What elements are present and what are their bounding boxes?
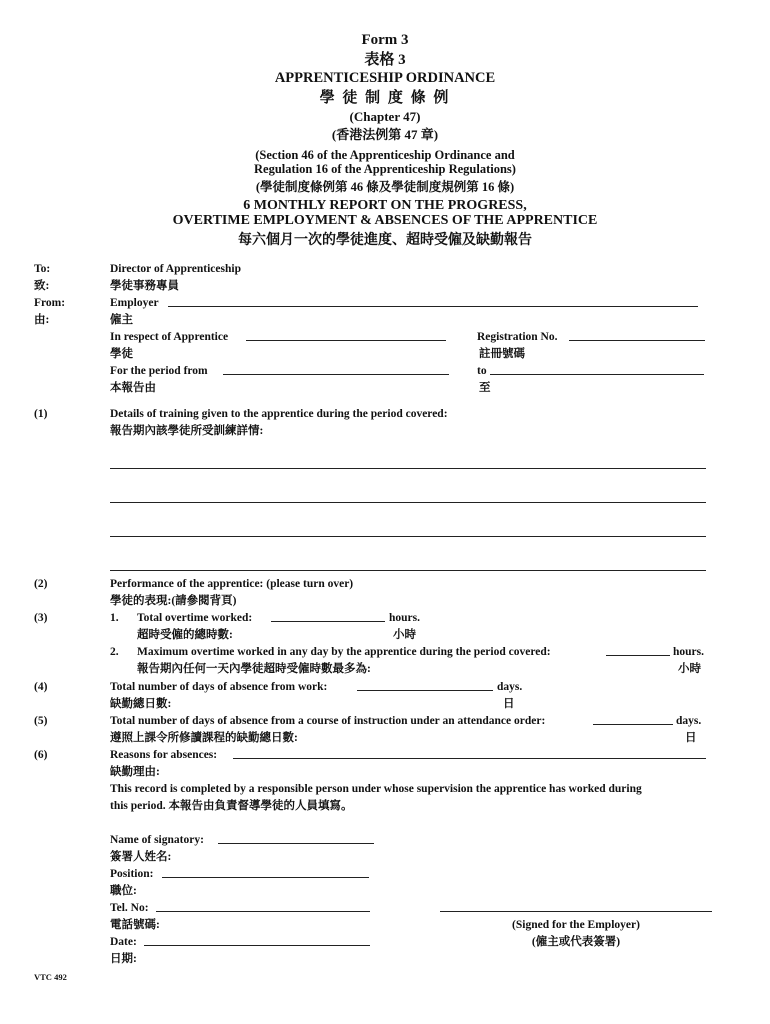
apprentice-field[interactable]	[246, 340, 446, 341]
absence-course-unit-zh: 日	[685, 732, 697, 744]
form-number-zh: 表格 3	[364, 52, 406, 68]
sub-item-2-number: 2.	[110, 646, 119, 658]
absence-course-label: Total number of days of absence from a course of instruction under an attendance order:	[110, 715, 546, 727]
chapter: (Chapter 47)	[349, 109, 421, 124]
date-label: Date:	[110, 936, 137, 948]
report-title-zh: 每六個月一次的學徒進度、超時受僱及缺勤報告	[238, 233, 532, 248]
tel-field[interactable]	[156, 911, 370, 912]
item-2-number: (2)	[34, 578, 48, 590]
position-label-zh: 職位:	[110, 885, 137, 897]
training-line-2[interactable]	[110, 502, 706, 503]
period-from-label: For the period from	[110, 365, 208, 377]
to-value: Director of Apprenticeship	[110, 263, 241, 275]
period-to-label: to	[477, 365, 487, 377]
signed-for-employer-zh: (僱主或代表簽署)	[531, 936, 621, 948]
registration-label-zh: 註冊號碼	[479, 348, 525, 360]
from-label: From:	[34, 297, 66, 309]
form-code: VTC 492	[34, 972, 67, 982]
absence-course-field[interactable]	[593, 724, 673, 725]
overtime-max-unit-zh: 小時	[678, 663, 701, 675]
item-1-number: (1)	[34, 408, 48, 420]
section-line-1: (Section 46 of the Apprenticeship Ordinance and	[255, 148, 515, 162]
absence-work-field[interactable]	[357, 690, 493, 691]
ordinance-title: APPRENTICESHIP ORDINANCE	[274, 70, 496, 86]
performance-label-zh: 學徒的表現:(請參閱背頁)	[110, 595, 237, 607]
reasons-label: Reasons for absences:	[110, 749, 218, 761]
section-line-2: Regulation 16 of the Apprenticeship Regulations)	[254, 162, 516, 176]
note-line-1: This record is completed by a responsible person under whose supervision the apprentice has worked during	[110, 783, 642, 795]
date-label-zh: 日期:	[110, 953, 137, 965]
overtime-max-label-zh: 報告期內任何一天內學徒超時受僱時數最多為:	[137, 663, 371, 675]
training-line-4[interactable]	[110, 570, 706, 571]
to-label: To:	[34, 263, 51, 275]
registration-field[interactable]	[569, 340, 705, 341]
period-from-field[interactable]	[223, 374, 449, 375]
from-label-zh: 由:	[34, 314, 50, 326]
training-label-zh: 報告期內該學徒所受訓練詳情:	[110, 425, 264, 437]
period-to-label-zh: 至	[479, 382, 491, 394]
absence-work-label: Total number of days of absence from work:	[110, 681, 328, 693]
to-label-zh: 致:	[34, 280, 50, 292]
absence-course-unit: days.	[676, 715, 702, 727]
absence-course-label-zh: 遵照上課令所修讀課程的缺勤總日數:	[110, 732, 298, 744]
period-from-label-zh: 本報告由	[110, 382, 156, 394]
report-title-line-1: 6 MONTHLY REPORT ON THE PROGRESS,	[243, 198, 527, 213]
ordinance-title-zh: 學 徒 制 度 條 例	[319, 90, 451, 106]
reasons-field[interactable]	[233, 758, 706, 759]
tel-label: Tel. No:	[110, 902, 149, 914]
employer-label: Employer	[110, 297, 159, 309]
chapter-zh: (香港法例第 47 章)	[331, 127, 439, 142]
section-zh: (學徒制度條例第 46 條及學徒制度規例第 16 條)	[255, 180, 515, 194]
item-5-number: (5)	[34, 715, 48, 727]
date-field[interactable]	[144, 945, 370, 946]
position-label: Position:	[110, 868, 154, 880]
apprentice-label-zh: 學徒	[110, 348, 133, 360]
item-6-number: (6)	[34, 749, 48, 761]
employer-label-zh: 僱主	[110, 314, 133, 326]
training-line-3[interactable]	[110, 536, 706, 537]
reasons-label-zh: 缺勤理由:	[110, 766, 160, 778]
employer-field[interactable]	[168, 306, 698, 307]
note-line-2: this period. 本報告由負責督導學徒的人員填寫。	[110, 800, 353, 812]
report-title-line-2: OVERTIME EMPLOYMENT & ABSENCES OF THE APPRENTICE	[172, 213, 598, 228]
overtime-total-field[interactable]	[271, 621, 385, 622]
absence-work-unit-zh: 日	[503, 698, 515, 710]
absence-work-label-zh: 缺勤總日數:	[110, 698, 172, 710]
item-4-number: (4)	[34, 681, 48, 693]
period-to-field[interactable]	[490, 374, 704, 375]
signatory-name-label-zh: 簽署人姓名:	[110, 851, 172, 863]
overtime-total-unit-zh: 小時	[393, 629, 416, 641]
overtime-total-unit: hours.	[389, 612, 420, 624]
absence-work-unit: days.	[497, 681, 523, 693]
overtime-max-label: Maximum overtime worked in any day by the apprentice during the period covered:	[137, 646, 551, 658]
signatory-name-label: Name of signatory:	[110, 834, 204, 846]
form-number: Form 3	[361, 32, 409, 48]
tel-label-zh: 電話號碼:	[110, 919, 160, 931]
overtime-total-label: Total overtime worked:	[137, 612, 253, 624]
sub-item-1-number: 1.	[110, 612, 119, 624]
overtime-max-unit: hours.	[673, 646, 704, 658]
position-field[interactable]	[162, 877, 369, 878]
training-line-1[interactable]	[110, 468, 706, 469]
signatory-name-field[interactable]	[218, 843, 374, 844]
employer-signature-line[interactable]	[440, 911, 712, 912]
signed-for-employer: (Signed for the Employer)	[512, 919, 640, 931]
overtime-total-label-zh: 超時受僱的總時數:	[137, 629, 233, 641]
training-label: Details of training given to the apprentice during the period covered:	[110, 408, 448, 420]
overtime-max-field[interactable]	[606, 655, 670, 656]
performance-label: Performance of the apprentice: (please turn over)	[110, 578, 354, 590]
to-value-zh: 學徒事務專員	[110, 280, 179, 292]
registration-label: Registration No.	[477, 331, 558, 343]
item-3-number: (3)	[34, 612, 48, 624]
apprentice-label: In respect of Apprentice	[110, 331, 229, 343]
